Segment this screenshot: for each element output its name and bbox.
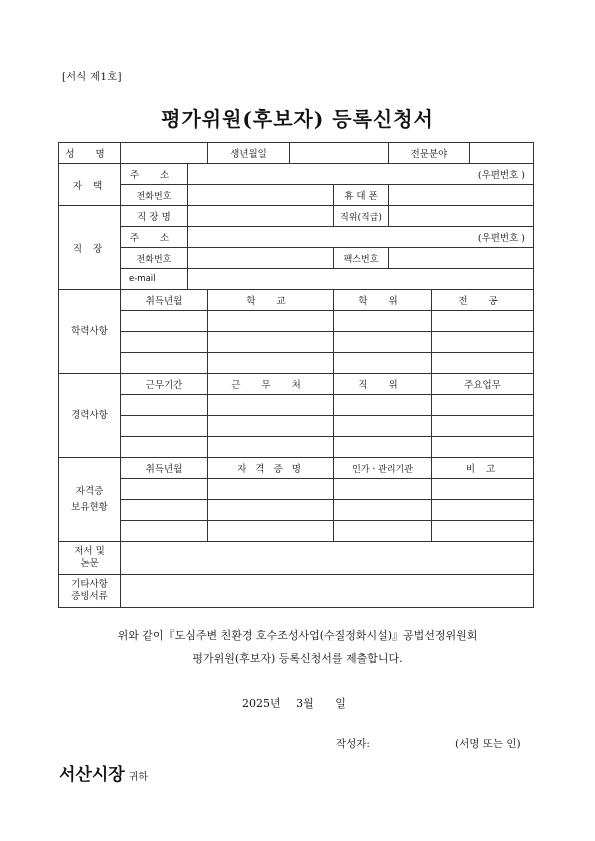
education-label: 학력사항 (59, 290, 121, 374)
writer-label: 작성자: (336, 738, 370, 750)
statement (0, 624, 595, 670)
other-field[interactable] (121, 575, 534, 608)
email-field[interactable] (188, 269, 534, 290)
education-header: 학 교 (208, 290, 334, 311)
workplace-phone-field[interactable] (188, 248, 334, 269)
education-header-row (59, 290, 534, 311)
workplace-address-label: 주 소 (121, 227, 188, 248)
fax-field[interactable] (389, 248, 534, 269)
career-label: 경력사항 (59, 374, 121, 458)
license-cell[interactable] (121, 479, 208, 500)
education-row (59, 311, 534, 332)
birth-date-field[interactable] (290, 143, 389, 164)
license-cell[interactable] (432, 521, 534, 542)
career-header: 근 무 처 (208, 374, 334, 395)
career-header: 주요업무 (432, 374, 534, 395)
home-phone-label: 전화번호 (121, 185, 188, 206)
career-cell[interactable] (432, 416, 534, 437)
publications-label-line1: 저서 및 (74, 545, 105, 557)
workplace-postal-code: (우편번호 ) (477, 233, 525, 244)
position-rank-field[interactable] (389, 206, 534, 227)
email-row (59, 269, 534, 290)
career-cell[interactable] (432, 395, 534, 416)
career-header: 근무기간 (121, 374, 208, 395)
submission-date (242, 695, 346, 711)
license-header: 비 고 (432, 458, 534, 479)
license-row (59, 500, 534, 521)
license-cell[interactable] (208, 479, 334, 500)
home-address-row (59, 164, 534, 185)
license-header: 인가ㆍ관리기관 (334, 458, 432, 479)
honorific: 귀하 (128, 772, 149, 783)
license-cell[interactable] (334, 500, 432, 521)
other-row (59, 575, 534, 608)
home-phone-row (59, 185, 534, 206)
document-title: 평가위원(후보자) 등록신청서 (161, 107, 434, 131)
license-header-row (59, 458, 534, 479)
career-cell[interactable] (334, 395, 432, 416)
date-year: 2025년 (242, 697, 281, 710)
license-label-line2: 보유현황 (71, 501, 108, 513)
license-cell[interactable] (121, 521, 208, 542)
license-cell[interactable] (334, 521, 432, 542)
education-cell[interactable] (208, 332, 334, 353)
license-cell[interactable] (432, 479, 534, 500)
name-label: 성 명 (59, 143, 121, 164)
license-cell[interactable] (208, 521, 334, 542)
education-row (59, 332, 534, 353)
education-header: 취득년월 (121, 290, 208, 311)
workplace-phone-label: 전화번호 (121, 248, 188, 269)
career-cell[interactable] (208, 395, 334, 416)
other-label-line2: 증빙서류 (71, 591, 108, 602)
license-row (59, 521, 534, 542)
education-cell[interactable] (121, 332, 208, 353)
name-row (59, 143, 534, 164)
license-label (59, 458, 121, 542)
education-cell[interactable] (432, 311, 534, 332)
specialty-field[interactable] (470, 143, 534, 164)
career-row (59, 395, 534, 416)
education-cell[interactable] (208, 353, 334, 374)
publications-label-line2: 논문 (80, 558, 99, 569)
license-cell[interactable] (334, 479, 432, 500)
license-label-line1: 자격증 (75, 486, 104, 498)
workplace-name-row (59, 206, 534, 227)
career-row (59, 416, 534, 437)
other-label-line1: 기타사항 (71, 578, 108, 590)
career-cell[interactable] (334, 416, 432, 437)
date-day: 일 (335, 697, 346, 710)
registration-table (58, 142, 534, 608)
education-row (59, 353, 534, 374)
career-cell[interactable] (208, 416, 334, 437)
education-cell[interactable] (432, 332, 534, 353)
publications-field[interactable] (121, 542, 534, 575)
signature-label: (서명 또는 인) (455, 738, 521, 750)
workplace-phone-row (59, 248, 534, 269)
recipient-name: 서산시장 (59, 765, 125, 785)
education-cell[interactable] (121, 353, 208, 374)
career-cell[interactable] (121, 437, 208, 458)
education-cell[interactable] (121, 311, 208, 332)
statement-line1: 위와 같이『도심주변 친환경 호수조성사업(수질정화시설)』공법선정위원회 (117, 629, 478, 642)
license-cell[interactable] (208, 500, 334, 521)
career-cell[interactable] (334, 437, 432, 458)
mobile-field[interactable] (389, 185, 534, 206)
publications-row (59, 542, 534, 575)
publications-label (59, 542, 121, 575)
home-postal-code: (우편번호 ) (477, 170, 525, 181)
name-field[interactable] (121, 143, 208, 164)
education-cell[interactable] (432, 353, 534, 374)
home-address-label: 주 소 (121, 164, 188, 185)
birth-date-label: 생년월일 (208, 143, 290, 164)
workplace-address-field[interactable] (188, 227, 534, 248)
fax-label: 팩스번호 (334, 248, 389, 269)
specialty-label: 전문분야 (389, 143, 470, 164)
email-label: e-mail (121, 269, 188, 290)
home-label: 자 택 (59, 164, 121, 206)
position-rank-label: 직위(직급) (334, 206, 389, 227)
career-cell[interactable] (121, 416, 208, 437)
education-cell[interactable] (208, 311, 334, 332)
education-header: 전 공 (432, 290, 534, 311)
workplace-name-field[interactable] (188, 206, 334, 227)
home-address-field[interactable] (188, 164, 534, 185)
other-label (59, 575, 121, 608)
education-cell[interactable] (334, 311, 432, 332)
education-cell[interactable] (334, 353, 432, 374)
license-header: 취득년월 (121, 458, 208, 479)
license-cell[interactable] (432, 500, 534, 521)
education-header: 학 위 (334, 290, 432, 311)
recipient (59, 760, 148, 785)
form-number: [서식 제1호] (62, 72, 122, 83)
education-cell[interactable] (334, 332, 432, 353)
workplace-label: 직 장 (59, 206, 121, 290)
home-phone-field[interactable] (188, 185, 334, 206)
career-row (59, 437, 534, 458)
workplace-address-row (59, 227, 534, 248)
statement-line2: 평가위원(후보자) 등록신청서를 제출합니다. (192, 652, 403, 665)
career-cell[interactable] (208, 437, 334, 458)
mobile-label: 휴 대 폰 (334, 185, 389, 206)
license-cell[interactable] (121, 500, 208, 521)
license-header: 자 격 증 명 (208, 458, 334, 479)
career-header: 직 위 (334, 374, 432, 395)
career-cell[interactable] (121, 395, 208, 416)
workplace-name-label: 직 장 명 (121, 206, 188, 227)
career-cell[interactable] (432, 437, 534, 458)
date-month: 3월 (296, 697, 314, 710)
career-header-row (59, 374, 534, 395)
license-row (59, 479, 534, 500)
